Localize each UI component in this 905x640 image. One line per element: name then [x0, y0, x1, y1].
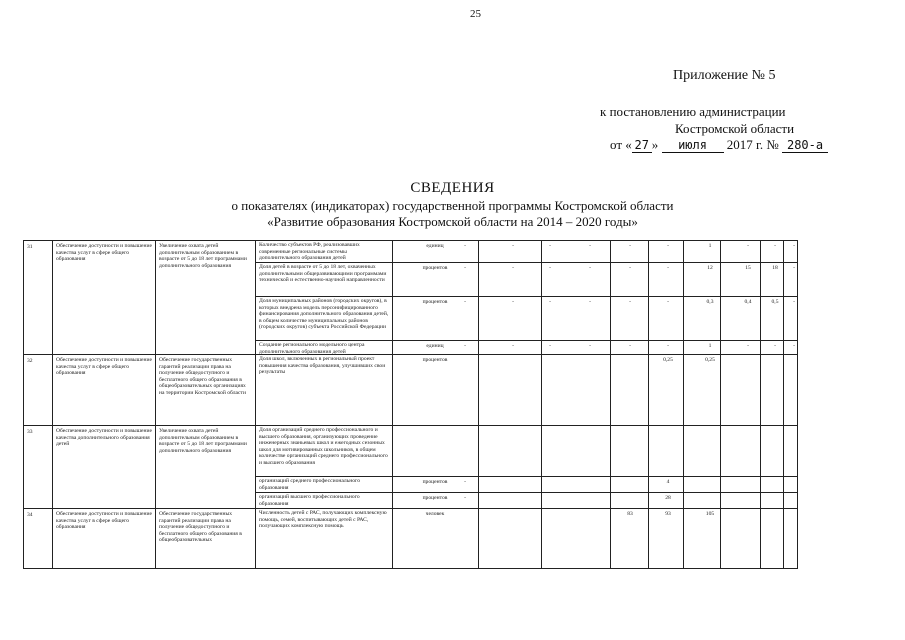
indicator-table	[23, 240, 798, 569]
appendix-line1: к постановлению администрации	[600, 104, 786, 119]
indicator-value: 0,25	[663, 357, 673, 363]
table-rule	[683, 240, 684, 569]
indicator-value: -	[667, 343, 669, 349]
indicator-value: -	[549, 243, 551, 249]
indicator-unit: единиц	[426, 243, 444, 249]
indicator-unit: процентов	[422, 495, 448, 501]
row-event: Увеличение охвата детей дополнительным образованием в возрасте от 5 до 18 лет программами дополнительного образования	[159, 428, 247, 454]
date-prefix: от «	[610, 137, 632, 152]
appendix-title: Приложение № 5	[673, 68, 776, 83]
table-rule	[155, 240, 156, 569]
indicator-value: -	[774, 343, 776, 349]
row-task: Обеспечение доступности и повышение качества услуг в сфере общего образования	[56, 243, 152, 263]
indicator-value: -	[667, 299, 669, 305]
indicator-value: -	[464, 265, 466, 271]
table-rule	[541, 240, 542, 569]
indicator-name: Доля организаций среднего профессионального и высшего образования, организующих проведение инженерных знаньевых школ и ежегодных сезонных школ для мотивированных школьников, в общем количестве организаций среднего профессионального и высшего образования	[259, 427, 388, 466]
row-event: Увеличение охвата детей дополнительным образованием в возрасте от 5 до 18 лет программами дополнительного образования	[159, 243, 247, 269]
table-rule	[478, 240, 479, 569]
indicator-value: -	[629, 243, 631, 249]
table-rule	[720, 240, 721, 569]
indicator-unit: процентов	[422, 479, 448, 485]
date-day: 27	[632, 138, 652, 153]
indicator-value: 18	[772, 265, 778, 271]
indicator-value: -	[512, 343, 514, 349]
table-rule	[23, 240, 798, 241]
table-rule	[255, 340, 798, 341]
document-title: СВЕДЕНИЯ	[410, 180, 495, 196]
document-subtitle: о показателях (индикаторах) государственной программы Костромской области	[231, 198, 674, 213]
indicator-value: -	[589, 299, 591, 305]
table-rule	[255, 240, 256, 569]
indicator-value: -	[793, 343, 795, 349]
indicator-value: 93	[665, 511, 671, 517]
indicator-name: Количество субъектов РФ, реализовавших современные региональные системы дополнительного образования детей	[259, 242, 360, 262]
indicator-value: 105	[705, 511, 715, 517]
indicator-value: -	[512, 299, 514, 305]
row-task: Обеспечение доступности и повышение качества услуг в сфере общего образования	[56, 511, 152, 531]
appendix-line2: Костромской области	[675, 121, 795, 136]
date-year: 2017 г. №	[726, 137, 779, 152]
indicator-value: -	[512, 243, 514, 249]
date-mid: »	[651, 137, 659, 152]
indicator-value: 83	[627, 511, 633, 517]
row-task: Обеспечение доступности и повышение качества услуг в сфере общего образования	[56, 357, 152, 377]
indicator-value: -	[464, 299, 466, 305]
indicator-value: 1	[708, 243, 712, 249]
table-rule	[23, 568, 798, 569]
table-rule	[23, 425, 798, 426]
indicator-unit: процентов	[422, 299, 448, 305]
row-number: 33	[27, 429, 33, 435]
indicator-value: -	[667, 243, 669, 249]
indicator-name: Доля школ, включенных в региональный проект повышения качества образования, улучшивших свои результаты	[259, 356, 386, 376]
document-program-name: «Развитие образования Костромской области на 2014 – 2020 годы»	[267, 214, 638, 229]
indicator-value: 0,25	[705, 357, 715, 363]
indicator-value: -	[589, 243, 591, 249]
indicator-unit: процентов	[422, 265, 448, 271]
indicator-unit: единиц	[426, 343, 444, 349]
page-number: 25	[470, 8, 481, 20]
row-number: 34	[27, 512, 33, 518]
indicator-value: -	[549, 299, 551, 305]
date-number: 280-а	[782, 138, 828, 153]
row-event: Обеспечение государственных гарантий реализации права на получение общедоступного и бесплатного общего образования в общеобразовательных	[159, 511, 242, 544]
indicator-value: 28	[665, 495, 671, 501]
indicator-value: -	[629, 343, 631, 349]
indicator-value: 0,5	[771, 299, 779, 305]
table-rule	[255, 262, 798, 263]
table-rule	[797, 240, 798, 569]
table-rule	[52, 240, 53, 569]
indicator-value: 1	[708, 343, 712, 349]
table-rule	[392, 240, 393, 569]
indicator-value: -	[667, 265, 669, 271]
indicator-name: Доля детей в возрасте от 5 до 18 лет, охваченных дополнительными общеразвивающими программами технической и естественно-научной направленности	[259, 264, 387, 284]
indicator-value: 0,3	[706, 299, 714, 305]
row-number: 32	[27, 358, 33, 364]
indicator-value: -	[629, 299, 631, 305]
indicator-value: -	[589, 343, 591, 349]
indicator-value: -	[464, 495, 466, 501]
indicator-value: -	[793, 243, 795, 249]
table-rule	[255, 476, 798, 477]
table-rule	[648, 240, 649, 569]
indicator-name: организаций высшего профессионального образования	[259, 494, 360, 507]
indicator-value: -	[747, 343, 749, 349]
indicator-value: -	[464, 479, 466, 485]
indicator-name: Создание регионального модельного центра дополнительного образования детей	[259, 342, 365, 355]
table-rule	[783, 240, 784, 569]
indicator-unit: человек	[425, 511, 445, 517]
indicator-value: -	[629, 265, 631, 271]
indicator-value: 4	[666, 479, 670, 485]
indicator-value: -	[549, 265, 551, 271]
indicator-value: -	[747, 243, 749, 249]
row-number: 31	[27, 244, 33, 250]
table-rule	[23, 354, 798, 355]
indicator-value: -	[589, 265, 591, 271]
indicator-value: -	[549, 343, 551, 349]
table-rule	[610, 240, 611, 569]
indicator-value: -	[793, 265, 795, 271]
table-rule	[255, 296, 798, 297]
indicator-value: -	[774, 243, 776, 249]
indicator-value: -	[464, 343, 466, 349]
indicator-value: 12	[707, 265, 713, 271]
indicator-unit: процентов	[422, 357, 448, 363]
appendix-date-line	[610, 137, 828, 153]
table-rule	[23, 508, 798, 509]
indicator-value: -	[793, 299, 795, 305]
indicator-name: Доля муниципальных районов (городских округов), в которых внедрена модель персонифицированного финансирования дополнительного образования детей, в общем количестве муниципальных районов (городских округов) субъекта Российской Федерации	[259, 298, 389, 331]
indicator-name: организаций среднего профессионального образования	[259, 478, 360, 491]
indicator-value: 15	[745, 265, 751, 271]
row-task: Обеспечение доступности и повышение качества дополнительного образования детей	[56, 428, 152, 448]
table-rule	[23, 240, 24, 569]
table-rule	[760, 240, 761, 569]
row-event: Обеспечение государственных гарантий реализации права на получение общедоступного и бесплатного общего образования в общеобразовательных организациях на территории Костромской области	[159, 357, 246, 396]
indicator-value: 0,4	[744, 299, 752, 305]
date-month: июля	[662, 138, 724, 153]
indicator-value: -	[512, 265, 514, 271]
indicator-name: Численность детей с РАС, получающих комплексную помощь, семей, воспитывающих детей с РАС, получающих комплексную помощь	[259, 510, 387, 530]
table-rule	[255, 492, 798, 493]
indicator-value: -	[464, 243, 466, 249]
